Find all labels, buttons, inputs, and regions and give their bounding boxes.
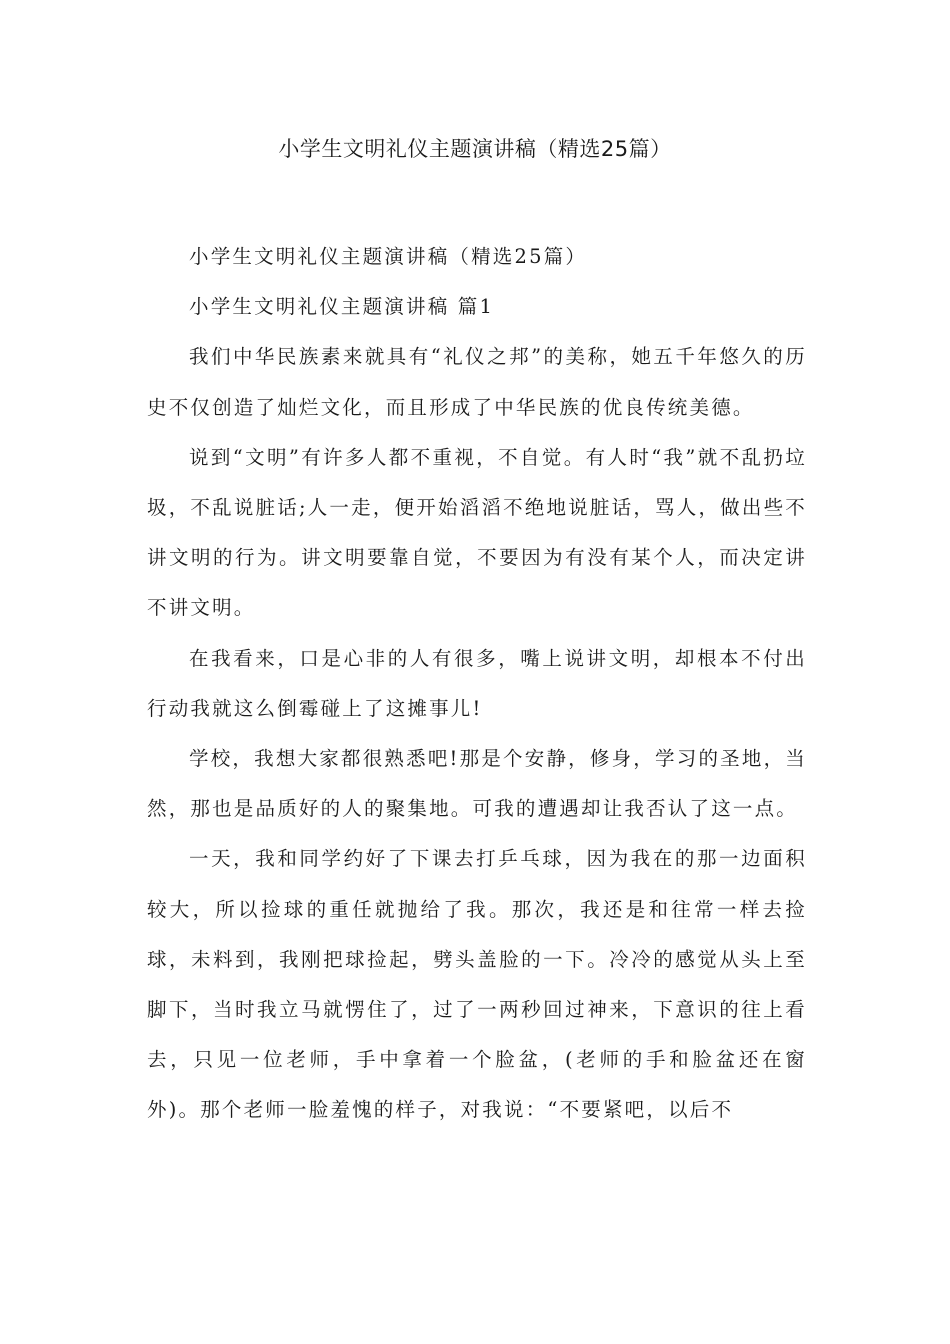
paragraph-subtitle: 小学生文明礼仪主题演讲稿（精选25篇） bbox=[189, 245, 588, 268]
document-title: 小学生文明礼仪主题演讲稿（精选25篇） bbox=[278, 137, 672, 161]
paragraph: 说到“文明”有许多人都不重视，不自觉。有人时“我”就不乱扔垃圾，不乱说脏话;人一走，便开始滔滔不绝地说脏话，骂人，做出些不讲文明的行为。讲文明要靠自觉，不要因为有没有某个人，而决定讲不讲文明。 bbox=[147, 445, 807, 620]
paragraph: 一天，我和同学约好了下课去打乒乓球，因为我在的那一边面积较大，所以捡球的重任就抛给了我。那次，我还是和往常一样去捡球，未料到，我刚把球捡起，劈头盖脸的一下。冷冷的感觉从头上至脚下，当时我立马就愣住了，过了一两秒回过神来，下意识的往上看去，只见一位老师，手中拿着一个脸盆，(老师的手和脸盆还在窗外)。那个老师一脸羞愧的样子，对我说：“不要紧吧，以后不 bbox=[147, 847, 807, 1122]
document-body bbox=[147, 232, 807, 1136]
paragraph: 我们中华民族素来就具有“礼仪之邦”的美称，她五千年悠久的历史不仅创造了灿烂文化，而且形成了中华民族的优良传统美德。 bbox=[147, 345, 807, 419]
paragraph: 学校，我想大家都很熟悉吧!那是个安静，修身，学习的圣地，当然，那也是品质好的人的聚集地。可我的遭遇却让我否认了这一点。 bbox=[147, 747, 807, 821]
paragraph-section-heading: 小学生文明礼仪主题演讲稿 篇1 bbox=[189, 295, 495, 319]
paragraph: 在我看来，口是心非的人有很多，嘴上说讲文明，却根本不付出行动我就这么倒霉碰上了这摊事儿! bbox=[147, 646, 807, 720]
